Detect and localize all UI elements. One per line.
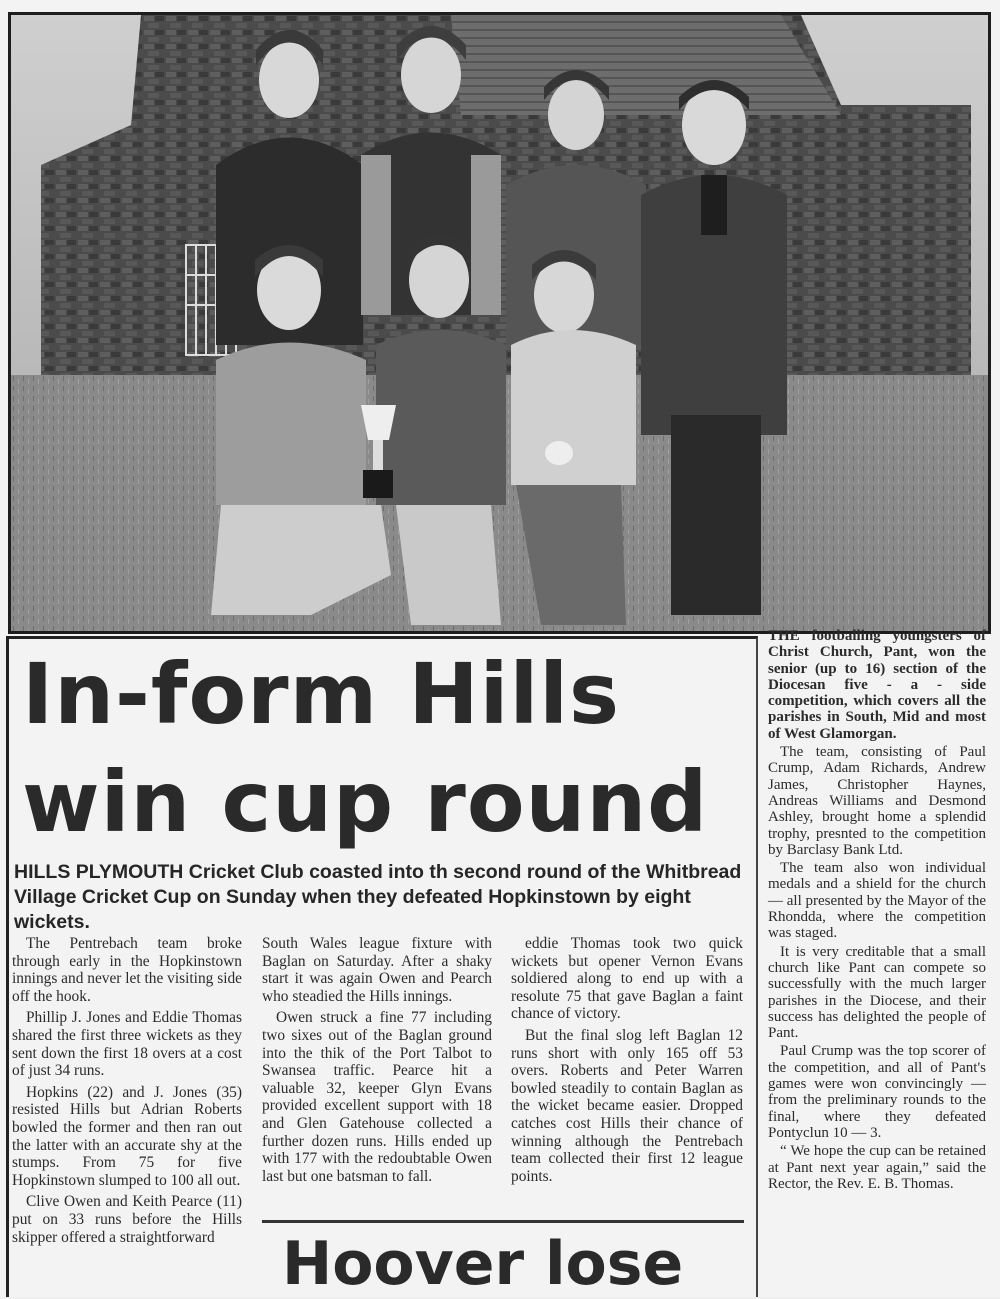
headline-line-2: win cup round — [22, 753, 709, 851]
side-story — [768, 628, 986, 1194]
article-paragraph: But the final slog left Baglan 12 runs short with only 165 off 53 overs. Roberts and Peter Warren bowled steadily to contain Baglan as the wicket became easier. Dropped catches cost Hills their chance of winning although the Pentrebach team collected their first 12 league points. — [511, 1026, 743, 1185]
article-paragraph: The Pentrebach team broke through early in the Hopkinstown innings and never let the visiting side off the hook. — [12, 935, 242, 1005]
article-paragraph: Owen struck a fine 77 including two sixes out of the Baglan ground into the thik of the Port Talbot to Swansea traffic. Pearce hit a valuable 32, keeper Glyn Evans provided excellent support with 18 and Glen Gatehouse collected a further dozen runs. Hills ended up with 177 with the redoubtable Owen last but one batsman to fall. — [262, 1009, 492, 1185]
team-photograph — [8, 12, 991, 634]
side-story-lead: THE footballing youngsters of Christ Church, Pant, won the senior (up to 16) section of the Diocesan five - a - side competition, which covers all the parishes in South, Mid and most of West Glamorgan. — [768, 628, 986, 742]
standfirst-lead: HILLS PLYMOUTH — [14, 861, 184, 883]
standfirst — [14, 860, 749, 935]
side-story-paragraph: The team also won individual medals and a shield for the church — all presented by the Mayor of the Rhondda, where the competition was staged. — [768, 860, 986, 942]
side-story-paragraph: The team, consisting of Paul Crump, Adam Richards, Andrew James, Christopher Haynes, Andreas Williams and Desmond Ashley, brought home a splendid trophy, presnted to the competition by Barclasy Bank Ltd. — [768, 744, 986, 858]
article-paragraph: South Wales league fixture with Baglan on Saturday. After a shaky start it was again Owen and Pearch who steadied the Hills innings. — [262, 935, 492, 1005]
article-paragraph: Hopkins (22) and J. Jones (35) resisted Hills but Adrian Roberts bowled the former and then ran out the latter with an accurate shy at the stumps. From 75 for five Hopkinstown slumped to 100 all out. — [12, 1083, 242, 1189]
article-column-2 — [262, 935, 492, 1189]
side-story-paragraph: Paul Crump was the top scorer of the competition, and all of Pant's games were won convincingly — from the preliminary rounds to the final, where they defeated Pontyclun 10 — 3. — [768, 1043, 986, 1141]
shield-trophy — [545, 441, 573, 465]
article-paragraph: eddie Thomas took two quick wickets but opener Vernon Evans soldiered along to end up with a resolute 75 that gave Baglan a faint chance of victory. — [511, 935, 743, 1023]
side-story-paragraph: “ We hope the cup can be retained at Pant next year again,” said the Rector, the Rev. E. B. Thomas. — [768, 1143, 986, 1192]
team-photograph-image — [11, 15, 988, 631]
second-headline: Hoover lose — [282, 1229, 684, 1299]
article-paragraph: Phillip J. Jones and Eddie Thomas shared the first three wickets as they sent down the first 18 overs at a cost of just 34 runs. — [12, 1009, 242, 1080]
headline-line-1: In-form Hills — [22, 645, 621, 743]
article-column-3 — [511, 935, 743, 1189]
section-divider — [262, 1220, 744, 1223]
side-story-paragraph: It is very creditable that a small church like Pant can compete so successfully with the much larger parishes in the Diocese, and their success has delighted the people of Pant. — [768, 943, 986, 1042]
article-paragraph: Clive Owen and Keith Pearce (11) put on 33 runs before the Hills skipper offered a straightforward — [12, 1193, 242, 1246]
standfirst-text: Cricket Club coasted into th second round of the Whitbread Village Cricket Cup on Sunday when they defeated Hopkinstown by eight wickets. — [14, 861, 742, 933]
article-column-1 — [12, 935, 242, 1250]
